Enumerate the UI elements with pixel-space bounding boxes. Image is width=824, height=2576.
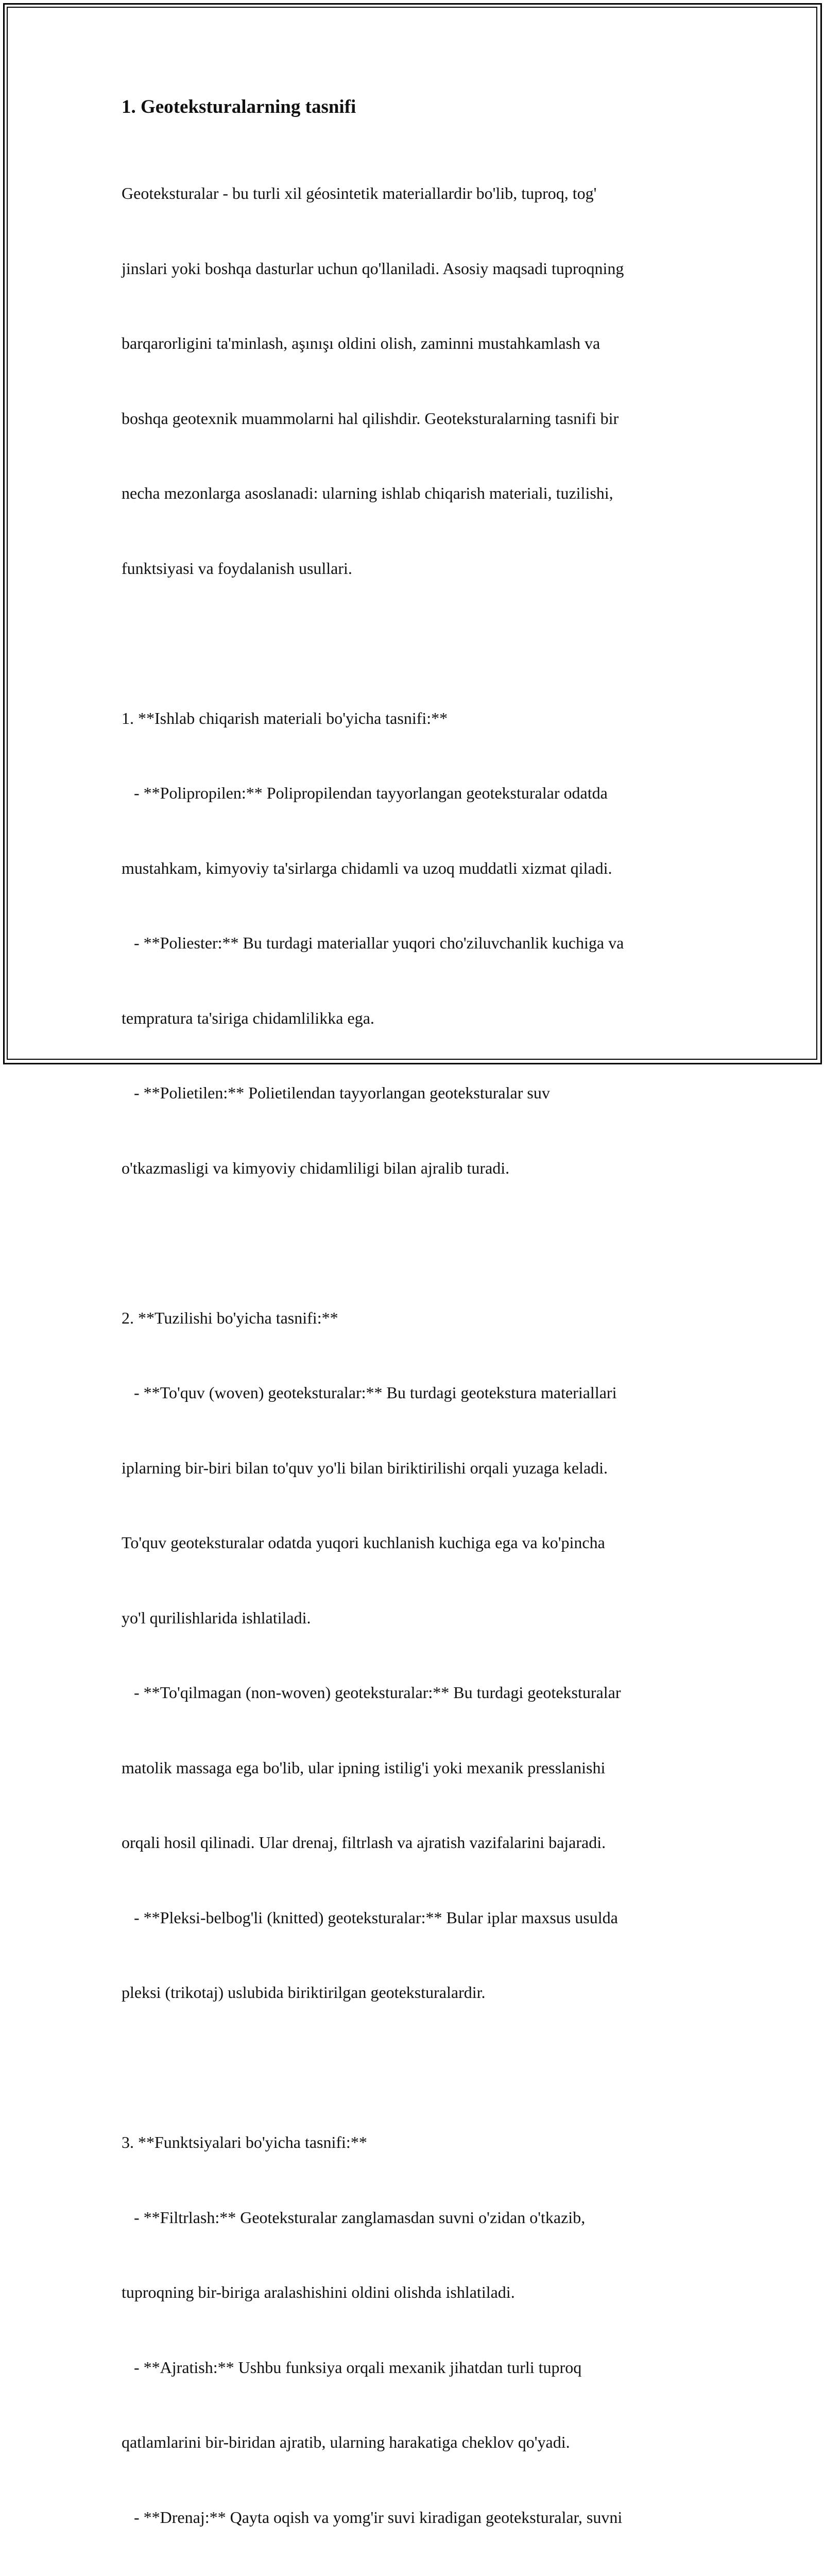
section-line: qatlamlarini bir-biridan ajratib, ularning harakatiga cheklov qo'yadi. <box>122 2433 570 2451</box>
section-line: To'quv geoteksturalar odatda yuqori kuchlanish kuchiga ega va ko'pincha <box>122 1533 605 1552</box>
intro-line: funktsiyasi va foydalanish usullari. <box>122 558 352 578</box>
section-line: matolik massaga ega bo'lib, ular ipning istilig'i yoki mexanik presslanishi <box>122 1758 606 1777</box>
section-line: pleksi (trikotaj) uslubida biriktirilgan geoteksturalardir. <box>122 1983 486 2002</box>
section-line: - **Drenaj:** Qayta oqish va yomg'ir suvi kiradigan geoteksturalar, suvni <box>122 2507 623 2527</box>
section-material <box>122 656 703 1231</box>
section-line: - **Ajratish:** Ushbu funksiya orqali mexanik jihatdan turli tuproq <box>122 2358 582 2377</box>
section-heading: 1. **Ishlab chiqarish materiali bo'yicha tasnifi:** <box>122 708 448 727</box>
section-line: tuproqning bir-biriga aralashishini oldini olishda ishlatiladi. <box>122 2283 515 2301</box>
intro-paragraph <box>122 131 703 631</box>
section-line: - **Poliester:** Bu turdagi materiallar yuqori cho'ziluvchanlik kuchiga va <box>122 934 624 952</box>
section-line: - **Pleksi-belbog'li (knitted) geoteksturalar:** Bular iplar maxsus usulda <box>122 1908 618 1927</box>
document-body <box>122 95 703 2576</box>
section-heading: 2. **Tuzilishi bo'yicha tasnifi:** <box>122 1308 338 1327</box>
document-title: 1. Geoteksturalarning tasnifi <box>122 96 356 117</box>
section-line: yo'l qurilishlarida ishlatiladi. <box>122 1608 311 1627</box>
section-structure <box>122 1256 703 2055</box>
section-line: iplarning bir-biri bilan to'quv yo'li bilan biriktirilishi orqali yuzaga keladi. <box>122 1458 608 1477</box>
section-line: - **Filtrlash:** Geoteksturalar zanglamasdan suvni o'zidan o'tkazib, <box>122 2208 586 2227</box>
blank-line <box>122 2055 703 2080</box>
section-line: tempratura ta'siriga chidamlilikka ega. <box>122 1008 374 1027</box>
intro-line: Geoteksturalar - bu turli xil géosintetik materiallardir bo'lib, tuproq, tog' <box>122 184 597 202</box>
intro-line: boshqa geotexnik muammolarni hal qilishdir. Geoteksturalarning tasnifi bir <box>122 409 619 428</box>
blank-line <box>122 631 703 656</box>
blank-line <box>122 1230 703 1256</box>
intro-line: necha mezonlarga asoslanadi: ularning ishlab chiqarish materiali, tuzilishi, <box>122 484 613 502</box>
section-line: - **To'quv (woven) geoteksturalar:** Bu turdagi geotekstura materiallari <box>122 1383 617 1402</box>
section-line: - **To'qilmagan (non-woven) geoteksturalar:** Bu turdagi geoteksturalar <box>122 1683 621 1702</box>
section-heading: 3. **Funktsiyalari bo'yicha tasnifi:** <box>122 2133 367 2151</box>
section-line: orqali hosil qilinadi. Ular drenaj, filtrlash va ajratish vazifalarini bajaradi. <box>122 1833 606 1852</box>
intro-line: barqarorligini ta'minlash, aşınışı oldini olish, zaminni mustahkamlash va <box>122 334 600 352</box>
section-function <box>122 2080 703 2576</box>
section-line: o'tkazmasligi va kimyoviy chidamliligi bilan ajralib turadi. <box>122 1158 510 1177</box>
section-line: - **Polipropilen:** Polipropilendan tayyorlangan geoteksturalar odatda <box>122 784 608 802</box>
section-line: mustahkam, kimyoviy ta'sirlarga chidamli va uzoq muddatli xizmat qiladi. <box>122 858 612 877</box>
intro-line: jinslari yoki boshqa dasturlar uchun qo'llaniladi. Asosiy maqsadi tuproqning <box>122 259 624 278</box>
section-line: - **Polietilen:** Polietilendan tayyorlangan geoteksturalar suv <box>122 1083 550 1102</box>
